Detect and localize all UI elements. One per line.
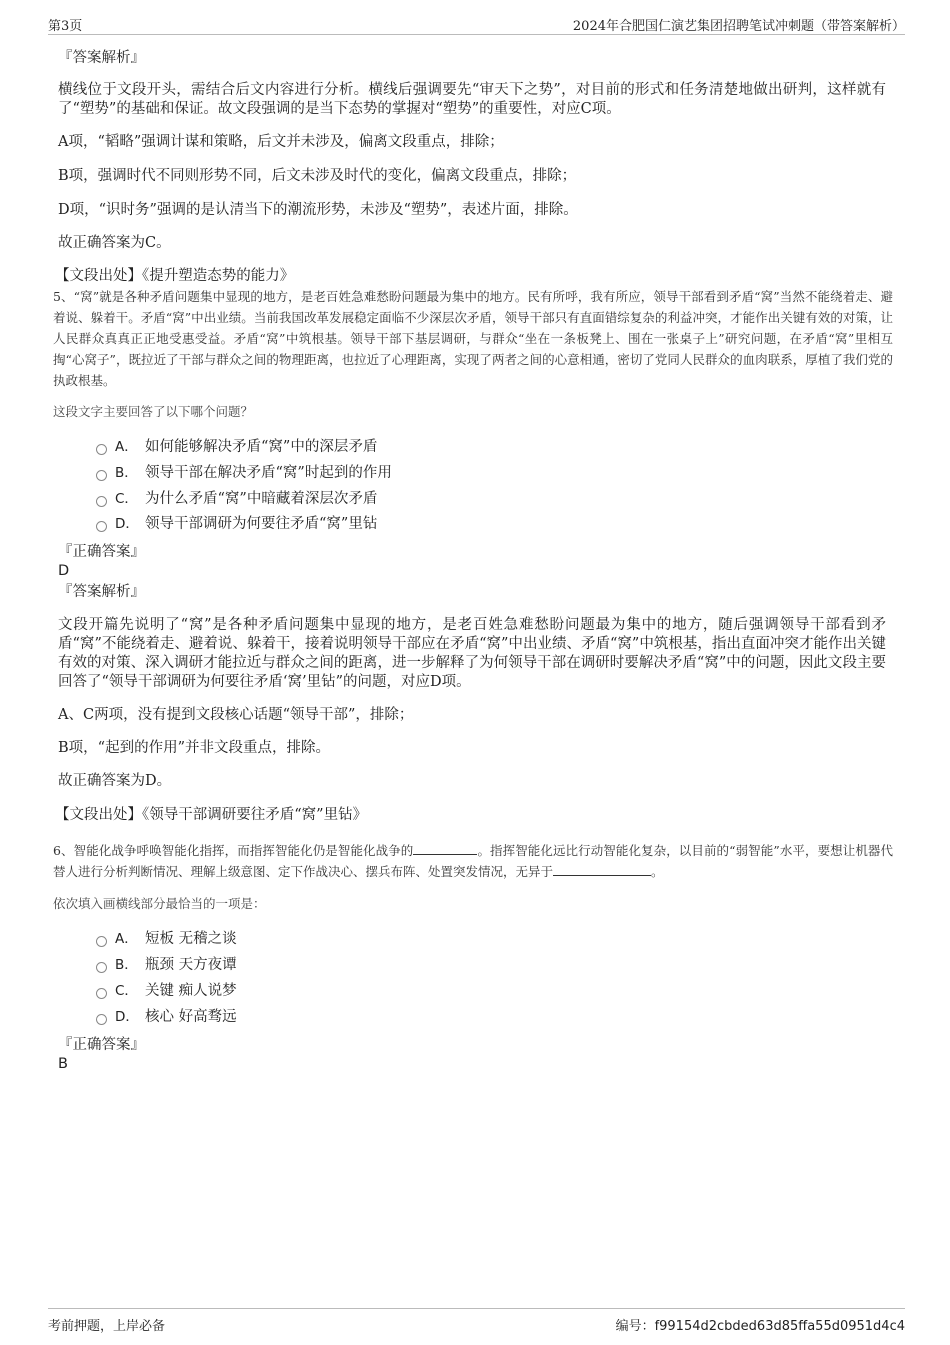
- q5-option-ac-note: A、C两项，没有提到文段核心话题“领导干部”，排除；: [58, 707, 414, 723]
- page-header: [48, 14, 905, 35]
- q5-answer: D: [58, 563, 70, 579]
- q5-analysis-label: 『答案解析』: [58, 584, 145, 600]
- q5-option-b[interactable]: [96, 462, 392, 484]
- q4-conclusion: 故正确答案为C。: [58, 235, 171, 251]
- footer-slogan: 考前押题，上岸必备: [48, 1319, 166, 1334]
- document-id: 编号：f99154d2cbded63d85ffa55d0951d4c4: [615, 1319, 905, 1334]
- q5-option-b-note: B项，“起到的作用”并非文段重点，排除。: [58, 740, 330, 756]
- option-text: 领导干部在解决矛盾“窝”时起到的作用: [145, 465, 392, 481]
- page-footer: [48, 1308, 905, 1335]
- q4-option-b-note: B项，强调时代不同则形势不同，后文未涉及时代的变化，偏离文段重点，排除；: [58, 168, 577, 184]
- radio-icon[interactable]: [96, 936, 107, 947]
- option-text: 为什么矛盾“窝”中暗藏着深层次矛盾: [145, 491, 378, 507]
- document-title: 2024年合肥国仁演艺集团招聘笔试冲刺题（带答案解析）: [572, 19, 905, 34]
- q5-source: 【文段出处】《领导干部调研要往矛盾“窝”里钻》: [55, 807, 368, 823]
- option-key: C．: [115, 491, 138, 507]
- q4-analysis-label: 『答案解析』: [58, 50, 145, 66]
- q6-option-a[interactable]: [96, 928, 237, 950]
- q5-answer-label: 『正确答案』: [58, 544, 145, 560]
- q6-answer-label: 『正确答案』: [58, 1037, 145, 1053]
- q5-option-d[interactable]: [96, 513, 377, 535]
- radio-icon[interactable]: [96, 521, 107, 532]
- radio-icon[interactable]: [96, 988, 107, 999]
- option-key: C．: [115, 983, 138, 999]
- q5-conclusion: 故正确答案为D。: [58, 773, 172, 789]
- q6-stem: [53, 840, 893, 882]
- q4-option-d-note: D项，“识时务”强调的是认清当下的潮流形势，未涉及“塑势”，表述片面，排除。: [58, 202, 578, 218]
- option-text: 核心 好高骛远: [145, 1009, 237, 1025]
- option-text: 短板 无稽之谈: [145, 931, 237, 947]
- q4-option-a-note: A项，“韬略”强调计谋和策略，后文并未涉及，偏离文段重点，排除；: [58, 134, 504, 150]
- option-key: A．: [115, 931, 138, 947]
- q6-stem-part1: 6、智能化战争呼唤智能化指挥，而指挥智能化仍是智能化战争的: [53, 843, 414, 858]
- q5-analysis: 文段开篇先说明了“窝”是各种矛盾问题集中显现的地方，是老百姓急难愁盼问题最为集中的地方，随后强调领导干部看到矛盾“窝”不能绕着走、避着说、躲着干，接着说明领导干部应在矛盾“窝”中出业绩、矛盾“窝”中筑根基，指出直面冲突才能作出关键有效的对策、深入调研才能拉近与群众之间的距离，进一步解释了为何领导干部在调研时要解决矛盾“窝”中的问题，因此文段主要回答了“领导干部调研为何要往矛盾‘窝’里钻”的问题，对应D项。: [58, 617, 886, 690]
- option-key: A．: [115, 439, 138, 455]
- q5-stem: 5、“窝”就是各种矛盾问题集中显现的地方，是老百姓急难愁盼问题最为集中的地方。民有所呼，我有所应，领导干部看到矛盾“窝”当然不能绕着走、避着说、躲着干。矛盾“窝”中出业绩。当前我国改革发展稳定面临不少深层次矛盾，领导干部只有直面错综复杂的利益冲突，才能作出关键有效的对策，让人民群众真真正正地受惠受益。矛盾“窝”中筑根基。领导干部下基层调研，与群众“坐在一条板凳上、围在一张桌子上”研究问题，在矛盾“窝”里相互掏“心窝子”，既拉近了干部与群众之间的物理距离，也拉近了心理距离，实现了两者之间的心意相通，密切了党同人民群众的血肉联系，厚植了我们党的执政根基。: [53, 289, 893, 388]
- option-key: D．: [115, 516, 139, 532]
- q6-option-b[interactable]: [96, 954, 237, 976]
- q6-stem-part3: 。: [651, 864, 664, 879]
- option-text: 领导干部调研为何要往矛盾“窝”里钻: [145, 516, 378, 532]
- option-key: B．: [115, 465, 138, 481]
- q4-analysis: 横线位于文段开头，需结合后文内容进行分析。横线后强调要先“审天下之势”，对目前的形式和任务清楚地做出研判，这样就有了“塑势”的基础和保证。故文段强调的是当下态势的掌握对“塑势”的重要性，对应C项。: [58, 82, 886, 117]
- q6-option-c[interactable]: [96, 980, 237, 1002]
- option-key: B．: [115, 957, 138, 973]
- option-text: 瓶颈 天方夜谭: [145, 957, 237, 973]
- q5-option-c[interactable]: [96, 488, 377, 510]
- fill-blank-1: [413, 842, 477, 855]
- radio-icon[interactable]: [96, 496, 107, 507]
- page-number: 第3页: [48, 19, 83, 34]
- radio-icon[interactable]: [96, 1014, 107, 1025]
- option-text: 如何能够解决矛盾“窝”中的深层矛盾: [145, 439, 378, 455]
- q6-option-d[interactable]: [96, 1006, 237, 1028]
- option-key: D．: [115, 1009, 139, 1025]
- q5-question: 这段文字主要回答了以下哪个问题？: [53, 404, 254, 419]
- q4-source: 【文段出处】《提升塑造态势的能力》: [55, 268, 295, 284]
- radio-icon[interactable]: [96, 444, 107, 455]
- q6-answer: B: [58, 1056, 68, 1072]
- radio-icon[interactable]: [96, 962, 107, 973]
- radio-icon[interactable]: [96, 470, 107, 481]
- q5-option-a[interactable]: [96, 436, 377, 458]
- q6-question: 依次填入画横线部分最恰当的一项是：: [53, 896, 266, 911]
- q6-stem-part2: 。指挥智能化远比行动智能化复杂，以目前的“弱智能”水平，要想让机器代替人进行分析判断情况、理解上级意图、定下作战决心、摆兵布阵、处置突发情况，无异于: [53, 843, 893, 879]
- fill-blank-2: [553, 863, 651, 876]
- option-text: 关键 痴人说梦: [145, 983, 237, 999]
